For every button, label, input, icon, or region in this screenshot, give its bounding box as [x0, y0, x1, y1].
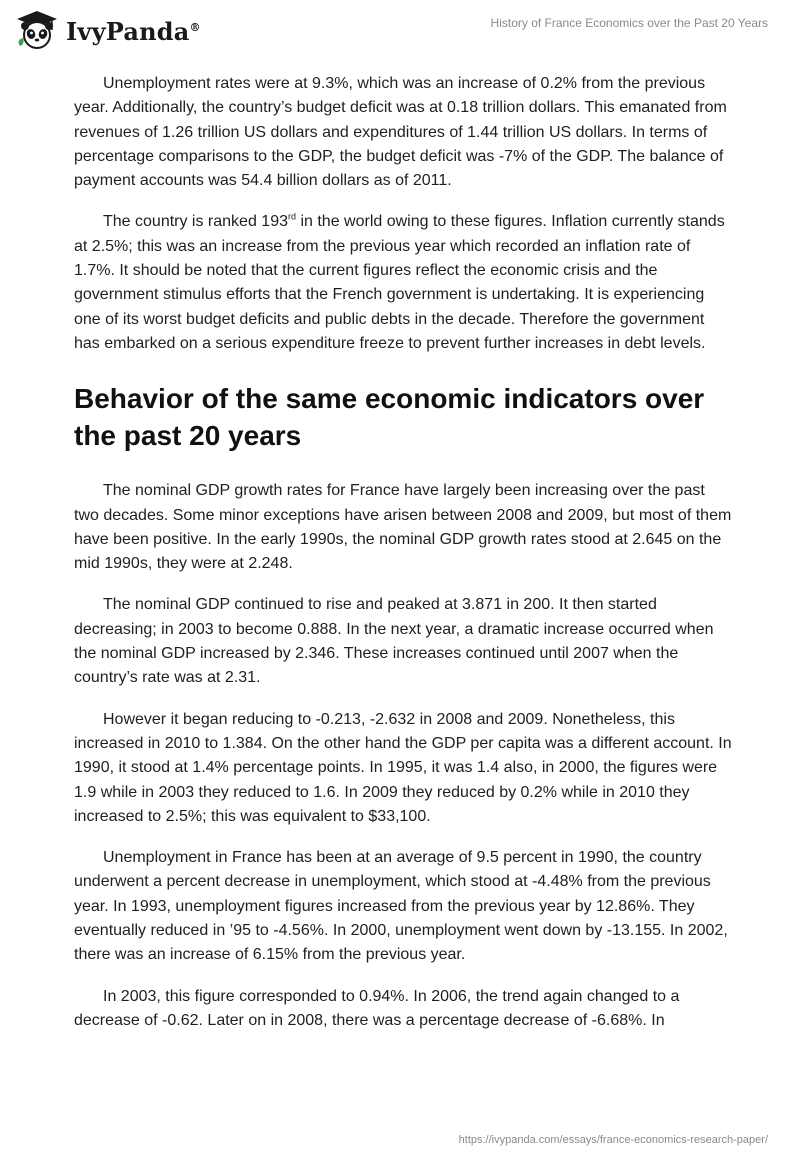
source-url[interactable]: https://ivypanda.com/essays/france-economics-research-paper/ [458, 1134, 768, 1146]
ordinal-suffix: rd [288, 212, 297, 223]
paragraph-gdp-peak: The nominal GDP continued to rise and peaked at 3.871 in 200. It then started decreasing; in 2003 to become 0.888. In the next year, a dramatic increase occurred when the nominal GDP increased by 2.346. These increases continued until 2007 when the country’s rate was at 2.31. [74, 596, 714, 687]
paragraph-gdp-growth: The nominal GDP growth rates for France have largely been increasing over the past two decades. Some minor exceptions have arisen between 2008 and 2009, but most of them have been positive. In the early 1990s, the nominal GDP growth rates stood at 2.645 on the mid 1990s, they were at 2.248. [74, 482, 732, 573]
paragraph-unemployment-history: Unemployment in France has been at an average of 9.5 percent in 1990, the country underwent a percent decrease in unemployment, which stood at -4.48% from the previous year. In 1993, unemployment figures increased from the previous year by 12.86%. They eventually reduced in ’95 to -4.56%. In 2000, unemployment went down by -13.155. In 2002, there was an increase of 6.15% from the previous year. [74, 849, 728, 964]
panda-graduate-icon [14, 8, 60, 54]
paragraph-ranking-inflation: The country is ranked 193rd in the world owing to these figures. Inflation currently stands at 2.5%; this was an increase from the previous year which recorded an inflation rate of 1.7%. It should be noted that the current figures reflect the economic crisis and the government stimulus efforts that the French government is undertaking. It is experiencing one of its worst budget deficits and public debts in the decade. Therefore the government has embarked on a serious expenditure freeze to prevent further increases in debt levels. [74, 212, 725, 352]
paragraph-unemployment-budget: Unemployment rates were at 9.3%, which was an increase of 0.2% from the previous year. Additionally, the country’s budget deficit was at 0.18 trillion dollars. This emanated from revenues of 1.26 trillion US dollars and expenditures of 1.44 trillion US dollars. In terms of percentage comparisons to the GDP, the budget deficit was -7% of the GDP. The balance of payment accounts was 54.4 billion dollars as of 2011. [74, 75, 727, 190]
page-header [0, 0, 800, 64]
document-title: History of France Economics over the Past 20 Years [490, 16, 768, 30]
brand-name: IvyPanda® [66, 16, 201, 46]
paragraph-gdp-per-capita: However it began reducing to -0.213, -2.632 in 2008 and 2009. Nonetheless, this increased in 2010 to 1.384. On the other hand the GDP per capita was a different account. In 1990, it stood at 1.4% percentage points. In 1995, it was 1.4 also, in 2000, the figures were 1.9 while in 2003 they reduced to 1.6. In 2009 they reduced by 0.2% while in 2010 they increased to 2.5%; this was equivalent to $33,100. [74, 710, 732, 825]
ivypanda-logo[interactable] [14, 8, 201, 54]
essay-content [74, 72, 734, 1050]
paragraph-unemployment-recent: In 2003, this figure corresponded to 0.94%. In 2006, the trend again changed to a decrease of -0.62. Later on in 2008, there was a percentage decrease of -6.68%. In [74, 987, 680, 1029]
section-heading: Behavior of the same economic indicators over the past 20 years [74, 383, 705, 452]
